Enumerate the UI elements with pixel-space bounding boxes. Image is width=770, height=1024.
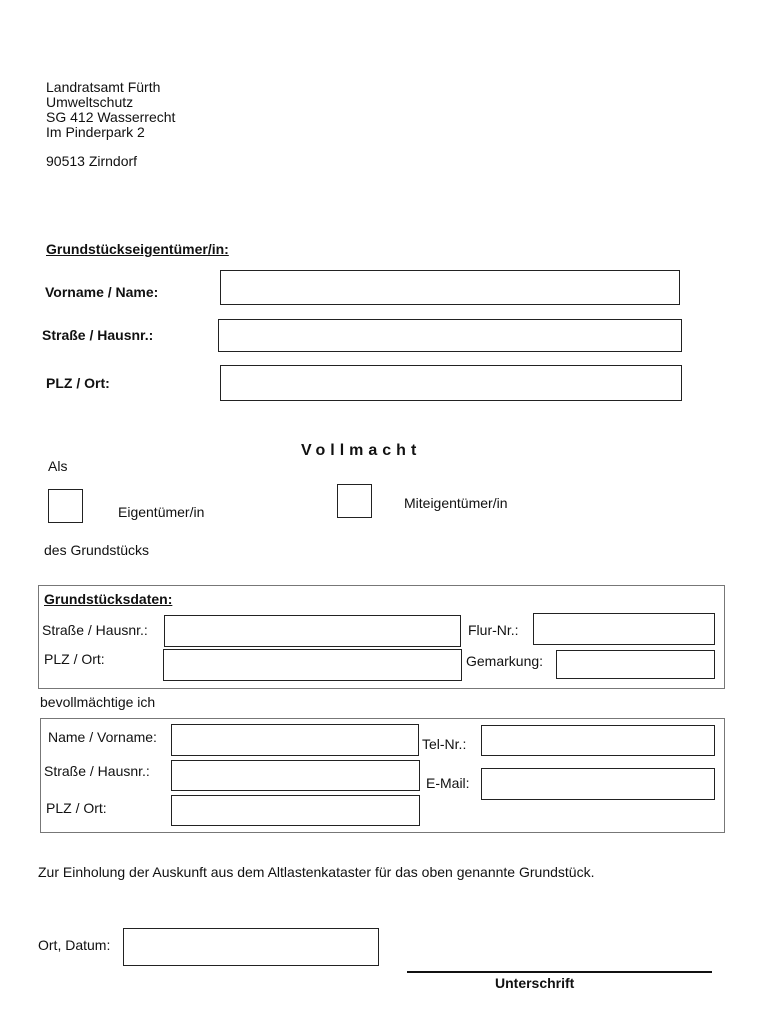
- parcel-label: Flur-Nr.:: [468, 622, 519, 638]
- place-date-label: Ort, Datum:: [38, 937, 111, 953]
- owner-checkbox[interactable]: [48, 489, 83, 523]
- address-line: Im Pinderpark 2: [46, 124, 145, 140]
- district-field[interactable]: [556, 650, 715, 679]
- agent-street-field[interactable]: [171, 760, 420, 791]
- place-date-field[interactable]: [123, 928, 379, 966]
- property-heading: Grundstücksdaten:: [44, 591, 173, 607]
- purpose-text: Zur Einholung der Auskunft aus dem Altlastenkataster für das oben genannte Grundstück.: [38, 864, 595, 880]
- owner-city-label: PLZ / Ort:: [46, 375, 110, 391]
- phone-field[interactable]: [481, 725, 715, 756]
- owner-city-field[interactable]: [220, 365, 682, 401]
- owner-name-label: Vorname / Name:: [45, 284, 159, 300]
- parcel-field[interactable]: [533, 613, 715, 645]
- address-line: Umweltschutz: [46, 94, 134, 110]
- address-line: 90513 Zirndorf: [46, 153, 138, 169]
- coowner-checkbox[interactable]: [337, 484, 372, 518]
- agent-city-label: PLZ / Ort:: [46, 800, 107, 816]
- of-property-text: des Grundstücks: [44, 542, 150, 558]
- property-street-label: Straße / Hausnr.:: [42, 622, 148, 638]
- phone-label: Tel-Nr.:: [422, 736, 467, 752]
- signature-label: Unterschrift: [495, 975, 575, 991]
- district-label: Gemarkung:: [466, 653, 544, 669]
- address-line: Landratsamt Fürth: [46, 79, 161, 95]
- authorize-text: bevollmächtige ich: [40, 694, 156, 710]
- owner-name-field[interactable]: [220, 270, 680, 305]
- property-street-field[interactable]: [164, 615, 461, 647]
- agent-city-field[interactable]: [171, 795, 420, 826]
- agent-street-label: Straße / Hausnr.:: [44, 763, 150, 779]
- document-title: Vollmacht: [301, 442, 422, 459]
- property-city-label: PLZ / Ort:: [44, 651, 105, 667]
- signature-line: [407, 971, 712, 973]
- owner-heading: Grundstückseigentümer/in:: [46, 241, 229, 257]
- address-line: SG 412 Wasserrecht: [46, 109, 176, 125]
- agent-name-label: Name / Vorname:: [48, 729, 157, 745]
- owner-checkbox-label: Eigentümer/in: [118, 504, 205, 520]
- property-city-field[interactable]: [163, 649, 462, 681]
- email-label: E-Mail:: [426, 775, 470, 791]
- owner-street-label: Straße / Hausnr.:: [42, 327, 154, 343]
- owner-street-field[interactable]: [218, 319, 682, 352]
- as-label: Als: [48, 458, 68, 474]
- recipient-address: [46, 80, 175, 169]
- coowner-checkbox-label: Miteigentümer/in: [404, 495, 508, 511]
- email-field[interactable]: [481, 768, 715, 800]
- agent-name-field[interactable]: [171, 724, 419, 756]
